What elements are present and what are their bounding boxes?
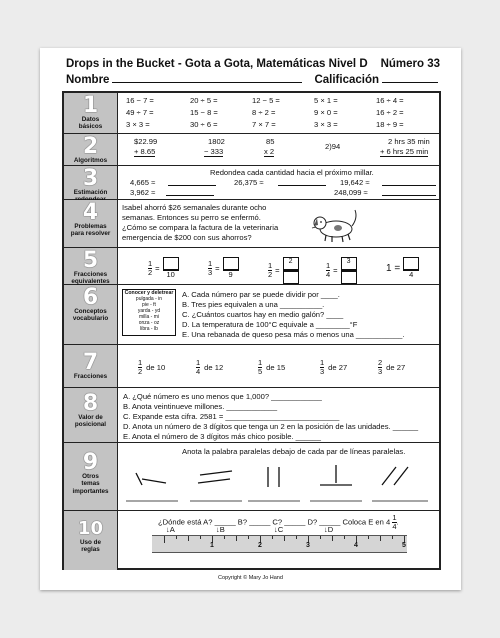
ruler-tick (284, 536, 285, 541)
row-caption: posicional (74, 421, 107, 429)
row-valor-posicional (64, 388, 439, 443)
equivalent-fraction (148, 257, 179, 279)
algorithms (120, 134, 437, 165)
denominator: 2 (138, 367, 143, 376)
instruction: Anota la palabra paralelas debajo de cada par de líneas paralelas. (182, 447, 406, 456)
fraction (378, 359, 382, 376)
estimate-item: 3,962 ≈ (130, 188, 156, 197)
row-label (64, 166, 118, 199)
fact-problem: 16 − 7 = (126, 96, 154, 105)
ruler-tick (380, 536, 381, 541)
basic-facts (120, 93, 437, 133)
fraction (392, 514, 396, 531)
row-algoritmos (64, 134, 439, 166)
fact-problem: 30 ÷ 6 = (190, 120, 218, 129)
fraction-of-text: de 27 (328, 363, 348, 372)
equals-sign: = (155, 263, 160, 273)
fraction (196, 359, 200, 376)
fraction-of-text: de 12 (204, 363, 224, 372)
row-problemas (64, 200, 439, 248)
line-pairs (120, 457, 439, 507)
line-segment (198, 479, 230, 483)
denominator: 2 (148, 267, 153, 277)
ruler-letter: ↓D (324, 525, 334, 534)
problem-text: + 8.65 (134, 147, 156, 156)
denominator: 3 (378, 367, 383, 376)
row-label (64, 93, 118, 133)
ruler-question: ¿Dónde está A? _____ B? _____ C? _____ D? _____ Coloca E en 4 $\frac{1}{4}$ . (158, 513, 399, 531)
estimate-item: 19,642 ≈ (340, 178, 370, 187)
equivalent-fraction (268, 257, 299, 284)
place-value-item: A. ¿Qué número es uno menos que 1,000? ____________ (123, 392, 322, 401)
fact-problem: 3 × 3 = (126, 120, 150, 129)
ruler-tick (176, 536, 177, 539)
ruler-number: 5 (402, 542, 406, 549)
exercise-grid (62, 91, 441, 570)
denominator: 5 (258, 367, 263, 376)
fact-problem: 3 × 3 = (314, 120, 338, 129)
row-label (64, 248, 118, 284)
line-segment (382, 467, 396, 485)
ruler-letter: ↓A (166, 525, 175, 534)
problem-text: + 6 hrs 25 min (380, 147, 429, 156)
fraction (208, 260, 212, 277)
ruler-letter: ↓C (274, 525, 284, 534)
fact-problem: 16 ÷ 4 = (376, 96, 404, 105)
denominator: 4 (196, 367, 201, 376)
row-label (64, 285, 118, 344)
problem-line: emergencia de $200 con sus ahorros? (122, 233, 252, 242)
place-value-item: C. Expande esta cifra. 2581 = ___________________________ (123, 412, 340, 421)
ruler-number: 2 (258, 542, 262, 549)
problem-text: $22.99 (134, 137, 158, 146)
row-number: 4 (82, 200, 99, 225)
row-conceptos (64, 285, 439, 345)
place-value-item: B. Anota veintinueve millones. ____________ (123, 402, 278, 411)
row-caption: equivalentes (71, 278, 110, 286)
fact-problem: 12 − 5 = (252, 96, 280, 105)
vocabulary-word: pie - ft (142, 302, 156, 308)
vocabulary-word: libra - lb (140, 326, 158, 332)
vocabulary-title: Conocer y deletrear (124, 290, 174, 296)
instruction: Redondea cada cantidad hacia el próximo millar. (210, 168, 374, 177)
parallel-lines (120, 443, 437, 510)
row-caption: Algoritmos (73, 157, 108, 164)
numerator: 1 (208, 258, 213, 268)
estimate-item: 4,665 ≈ (130, 178, 156, 187)
row-caption: importantes (72, 487, 109, 495)
denominator: 2 (268, 270, 273, 279)
ruler-tick (296, 536, 297, 539)
line-segment (142, 479, 166, 483)
grade-field[interactable] (382, 72, 438, 83)
header-row-1 (66, 58, 440, 70)
name-field[interactable] (112, 72, 302, 83)
estimate-item: 248,099 ≈ (334, 188, 368, 197)
numerator: 1 (320, 358, 325, 367)
ruler-number: 4 (354, 542, 358, 549)
ruler-tick (164, 536, 165, 543)
ruler-section (120, 511, 437, 570)
ruler (152, 535, 407, 553)
answer-blank[interactable] (278, 178, 326, 186)
denominator[interactable] (341, 271, 357, 284)
row-estimacion (64, 166, 439, 200)
vocabulary-item: B. Tres pies equivalen a una __________. (182, 300, 325, 309)
row-number: 2 (82, 134, 99, 159)
fraction (341, 257, 357, 284)
row-fracciones-equivalentes (64, 248, 439, 285)
equivalent-fractions (120, 248, 437, 284)
equals-sign: = (275, 266, 280, 275)
problem-text: 1802 (208, 137, 225, 146)
row-caption: Estimación (73, 189, 108, 196)
line-segment (136, 473, 142, 485)
row-caption: Uso de (80, 539, 101, 546)
denominator: 4 (326, 270, 331, 279)
row-otros-temas (64, 443, 439, 511)
fact-problem: 16 ÷ 2 = (376, 108, 404, 117)
fraction (268, 262, 272, 279)
row-caption: básicos (78, 123, 103, 131)
header-row-2 (66, 72, 440, 86)
row-label (64, 345, 118, 387)
answer-blank[interactable] (168, 178, 216, 186)
line-segment (394, 467, 408, 485)
fact-problem: 7 × 7 = (252, 120, 276, 129)
ruler-number: 3 (306, 542, 310, 549)
equivalent-fraction (326, 257, 357, 284)
worksheet (40, 48, 461, 590)
equals-sign: = (215, 263, 220, 273)
row-caption: reglas (81, 546, 100, 554)
numerator-blank[interactable] (403, 257, 419, 270)
fact-problem: 9 × 0 = (314, 108, 338, 117)
row-caption: Problemas (74, 223, 107, 230)
ruler-tick (236, 536, 237, 541)
row-number: 9 (82, 450, 99, 475)
ruler-question-text: ¿Dónde está A? _____ B? _____ C? _____ D? _____ Coloca E en 4 (158, 517, 391, 527)
numerator: 1 (268, 261, 273, 270)
numerator[interactable] (223, 257, 239, 270)
row-caption: Valor de (78, 414, 103, 421)
row-number: 6 (82, 285, 99, 310)
vocabulary-word: yarda - yd (137, 308, 161, 314)
worksheet-number: Número 33 (380, 58, 440, 70)
ruler-number: 1 (210, 542, 214, 549)
numerator: 2 (283, 257, 299, 270)
row-caption: para resolver (70, 230, 111, 238)
row-label (64, 443, 118, 510)
ruler-tick (368, 536, 369, 539)
fraction-of-text: de 27 (386, 363, 406, 372)
row-caption: Otros (82, 473, 99, 480)
row-number: 8 (82, 391, 99, 416)
fraction-of-problem (196, 359, 223, 376)
problem-text: 2)94 (325, 142, 341, 151)
denominator: 4 (409, 270, 414, 279)
place-value-item: D. Anota un número de 3 dígitos que tenga un 2 en la posición de las unidades. ______ (123, 422, 419, 431)
vocabulary (120, 285, 437, 344)
estimation (120, 166, 437, 199)
numerator: 1 (258, 358, 263, 367)
fraction (283, 257, 299, 284)
fact-problem: 18 ÷ 9 = (376, 120, 404, 129)
fraction (223, 257, 239, 279)
vocabulary-word: onza - oz (138, 320, 160, 326)
problem-text: x 2 (264, 147, 275, 156)
row-caption: temas (81, 480, 100, 488)
numerator[interactable] (163, 257, 179, 270)
row-uso-de-reglas (64, 511, 439, 570)
name-label: Nombre (66, 74, 110, 86)
fraction (320, 359, 324, 376)
numerator: 1 (392, 513, 397, 522)
ruler-tick (248, 536, 249, 539)
ruler-tick (332, 536, 333, 541)
fraction-of-problem (258, 359, 285, 376)
ruler-tick (344, 536, 345, 539)
vocabulary-word: pulgada - in (135, 296, 163, 302)
row-number: 5 (82, 248, 99, 273)
row-caption: Fracciones (73, 373, 108, 380)
row-number: 10 (77, 518, 104, 539)
row-number: 1 (82, 93, 99, 118)
denominator: 4 (392, 522, 397, 531)
fraction-of-problems (120, 345, 437, 387)
numerator: 1 (326, 261, 331, 270)
vocabulary-item: A. Cada número par se puede dividir por ____. (182, 290, 340, 299)
problem-text: 85 (266, 137, 275, 146)
fraction (163, 257, 179, 279)
answer-blank[interactable] (382, 188, 436, 196)
fraction-of-problem (138, 359, 165, 376)
numerator: 3 (341, 257, 357, 270)
ruler-tick (188, 536, 189, 541)
fraction-of-problem (378, 359, 405, 376)
numerator: 1 (138, 358, 143, 367)
fraction (403, 257, 419, 279)
answer-blank[interactable] (166, 188, 214, 196)
vocabulary-word: milla - mi (139, 314, 159, 320)
denominator: 10 (166, 270, 175, 279)
place-value (120, 388, 437, 442)
row-number: 7 (82, 350, 99, 375)
ruler-tick (224, 536, 225, 539)
fraction (258, 359, 262, 376)
problem-line: ¿Cómo se compara la factura de la veterinaria (122, 223, 279, 232)
ruler-letter: ↓B (216, 525, 225, 534)
denominator: 3 (208, 267, 213, 277)
ruler-tick (320, 536, 321, 539)
problem-line: Isabel ahorró $26 semanales durante ocho (122, 203, 267, 212)
vocabulary-item: E. Una rebanada de queso pesa más o menos una ___________. (182, 330, 405, 339)
grade-label: Calificación (314, 74, 380, 86)
one-equals: 1 = (386, 262, 401, 274)
row-datos-basicos (64, 93, 439, 134)
place-value-item: E. Anota el número de 3 dígitos más chico posible. ______ (123, 432, 321, 441)
fraction-of-text: de 10 (146, 363, 166, 372)
worksheet-title: Drops in the Bucket - Gota a Gota, Matemáticas Nivel D (66, 58, 368, 70)
estimate-item: 26,375 ≈ (234, 178, 264, 187)
vocabulary-box (122, 289, 176, 336)
vocabulary-item: D. La temperatura de 100°C equivale a ________°F (182, 320, 358, 329)
word-problem (120, 200, 437, 247)
fraction-of-text: de 15 (266, 363, 286, 372)
problem-text: − 333 (204, 147, 224, 156)
ruler-tick (392, 536, 393, 539)
row-label (64, 511, 118, 570)
fraction (138, 359, 142, 376)
ruler-tick (272, 536, 273, 539)
equivalent-fraction (208, 257, 239, 279)
denominator: 9 (228, 270, 233, 279)
fraction (148, 260, 152, 277)
fact-problem: 5 × 1 = (314, 96, 338, 105)
fraction (326, 262, 330, 279)
whole-fraction (386, 257, 419, 279)
fact-problem: 8 ÷ 2 = (252, 108, 276, 117)
fact-problem: 49 ÷ 7 = (126, 108, 154, 117)
row-number: 3 (82, 166, 99, 191)
row-caption: Datos (81, 116, 100, 123)
copyright: Copyright © Mary Jo Hand (218, 575, 283, 581)
line-segment (200, 471, 232, 475)
numerator: 2 (378, 358, 383, 367)
row-caption: Conceptos (74, 308, 107, 315)
fact-problem: 20 ÷ 5 = (190, 96, 218, 105)
numerator: 1 (196, 358, 201, 367)
row-label (64, 200, 118, 247)
denominator: 3 (320, 367, 325, 376)
row-caption: Fracciones (73, 271, 108, 278)
numerator: 1 (148, 258, 153, 268)
fact-problem: 15 − 8 = (190, 108, 218, 117)
problem-line: semanas. Entonces su perro se enfermó. (122, 213, 261, 222)
row-caption: vocabulario (72, 315, 109, 323)
answer-blank[interactable] (382, 178, 436, 186)
row-label (64, 388, 118, 442)
ruler-tick (200, 536, 201, 539)
row-fracciones (64, 345, 439, 388)
row-label (64, 134, 118, 165)
equals-sign: = (333, 266, 338, 275)
denominator[interactable] (283, 271, 299, 284)
vocabulary-item: C. ¿Cuántos cuartos hay en medio galón? ____ (182, 310, 344, 319)
fraction-of-problem (320, 359, 347, 376)
problem-text: 2 hrs 35 min (388, 137, 430, 146)
dog-icon (308, 204, 360, 244)
